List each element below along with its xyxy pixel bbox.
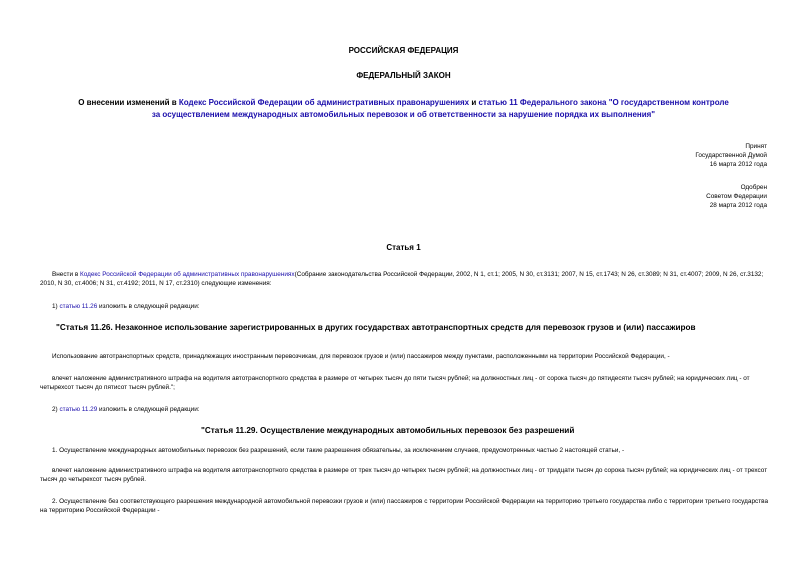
item-1: 1) статью 11.26 изложить в следующей редакции: [52, 303, 200, 310]
article-11-29-paragraph-2: влечет наложение административного штрафа на водителя автотранспортного средства в размере от трех тысяч до четырех тысяч рублей; на должностных лиц - от тридцати тысяч до сорока тысяч рублей; на юридических лиц - от трехсот тысяч до четырехсот тысяч рублей. [40, 467, 768, 483]
article-11-26-paragraph-2: влечет наложение административного штрафа на водителя автотранспортного средства в размере от четырех тысяч до пяти тысяч рублей; на должностных лиц - от сорока тысяч до пятидесяти тысяч рублей; на юридических лиц - от четырехсот тысяч до пятисот тысяч рублей."; [40, 375, 750, 391]
article-heading: Статья 1 [386, 243, 421, 252]
adopted-block [695, 142, 767, 169]
approved-by: Советом Федерации [706, 193, 767, 200]
country-heading: РОССИЙСКАЯ ФЕДЕРАЦИЯ [348, 46, 459, 55]
article-11-26-link[interactable]: статью 11.26 [59, 303, 98, 310]
article-intro: Внести в Кодекс Российской Федерации об административных правонарушениях(Собрание законодательства Российской Федерации, 2002, N 1, ст.1; 2005, N 30, ст.3131; 2007, N 15, ст.1743; N 26, ст.3089; N 31, ст.4007; 2009, N 26, ст.3132; 2010, N 30, ст.4006; N 31, ст.4192; 2011, N 17, ст.2310) следующие изменения: [40, 271, 764, 287]
federal-law-link[interactable]: статью 11 Федерального закона "О государственном контроле [478, 98, 729, 107]
article-11-29-paragraph-3: 2. Осуществление без соответствующего разрешения международной автомобильной перевозки грузов и (или) пассажиров с территории Российской Федерации на территорию третьего государства либо с территории третьего государства на территорию Российской Федерации - [40, 498, 768, 514]
adopted-label: Принят [745, 143, 767, 150]
approved-date: 28 марта 2012 года [709, 202, 767, 209]
article-11-29-paragraph-1: 1. Осуществление международных автомобильных перевозок без разрешений, если такие разрешения обязательны, за исключением случаев, предусмотренных частью 2 настоящей статьи, - [52, 447, 625, 454]
article-11-26-heading: "Статья 11.26. Незаконное использование зарегистрированных в других государствах автотранспортных средств для перевозок грузов и (или) пассажиров [56, 323, 696, 332]
article-11-29-link[interactable]: статью 11.29 [59, 406, 98, 413]
doc-type-heading: ФЕДЕРАЛЬНЫЙ ЗАКОН [356, 71, 451, 80]
law-title-line1: О внесении изменений в Кодекс Российской Федерации об административных правонарушениях и статью 11 Федерального закона "О государственном контроле [78, 98, 729, 107]
article-11-26-paragraph-1: Использование автотранспортных средств, принадлежащих иностранным перевозчикам, для перевозок грузов и (или) пассажиров между пунктами, расположенными на территории Российской Федерации, - [52, 353, 670, 360]
adopted-date: 16 марта 2012 года [709, 161, 767, 168]
approved-block [706, 183, 767, 210]
adopted-by: Государственной Думой [695, 152, 767, 159]
codex-link[interactable]: Кодекс Российской Федерации об административных правонарушениях [178, 98, 470, 107]
intro-codex-link[interactable]: Кодекс Российской Федерации об административных правонарушениях [79, 271, 295, 278]
item-2: 2) статью 11.29 изложить в следующей редакции: [52, 406, 200, 413]
article-11-29-heading: "Статья 11.29. Осуществление международных автомобильных перевозок без разрешений [201, 426, 575, 435]
approved-label: Одобрен [740, 184, 767, 191]
law-title [0, 97, 807, 121]
federal-law-link-cont[interactable]: за осуществлением международных автомобильных перевозок и об ответственности за нарушение порядка их выполнения" [151, 110, 656, 119]
